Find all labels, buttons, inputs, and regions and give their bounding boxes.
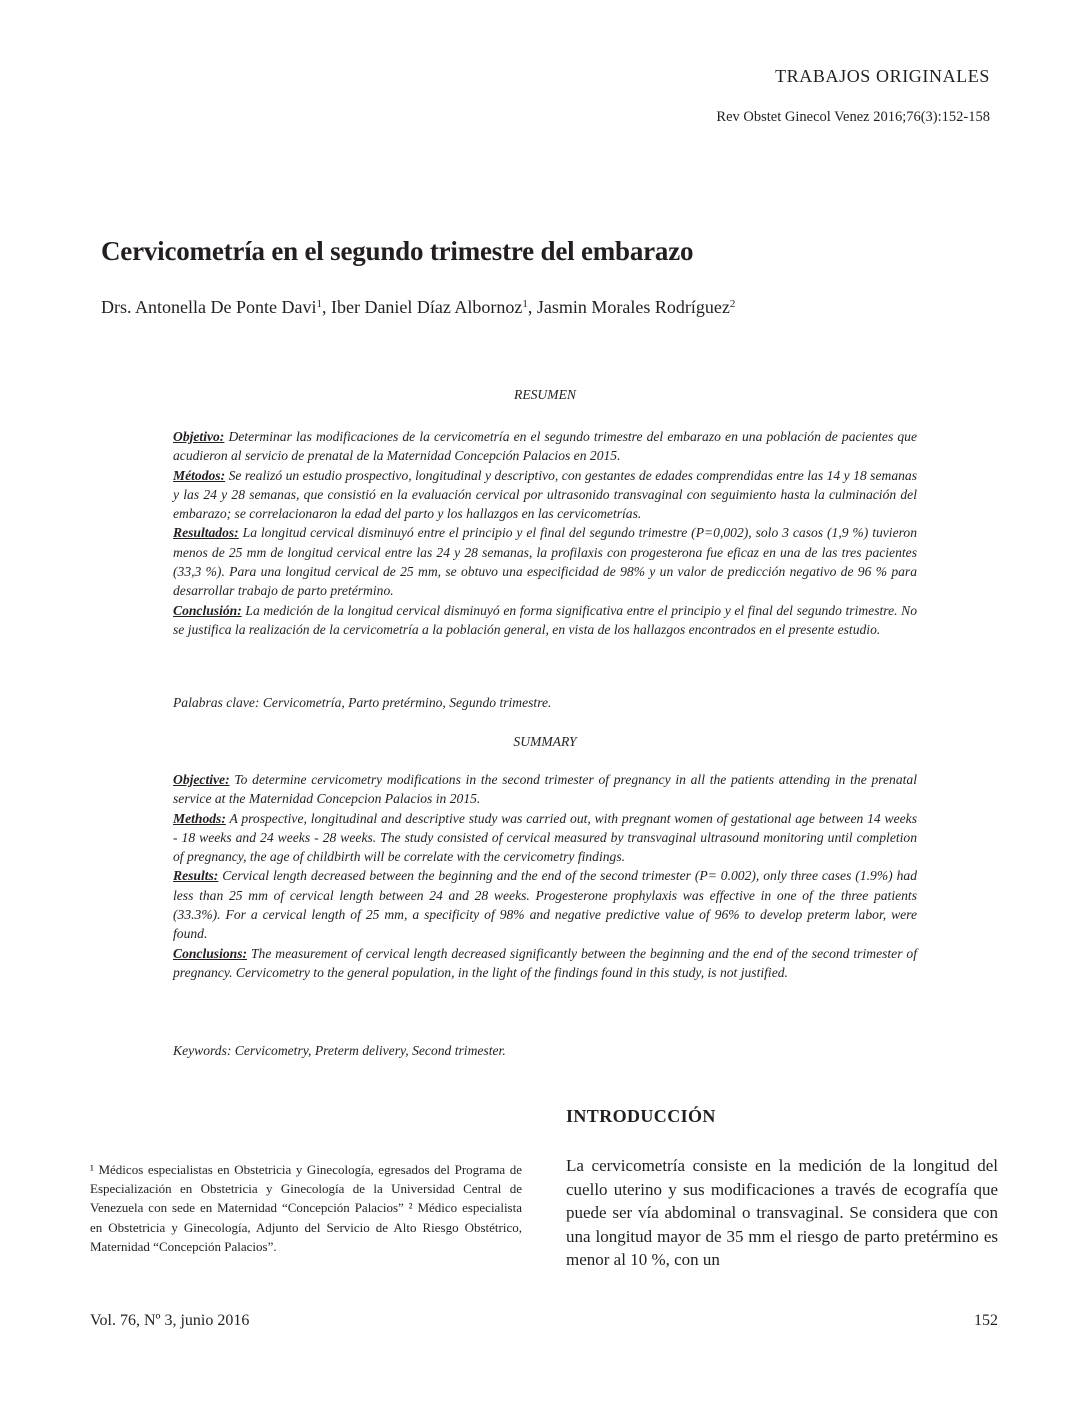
page-number: 152 [974, 1312, 998, 1329]
resumen-objetivo-text: Determinar las modificaciones de la cervicometría en el segundo trimestre del embarazo en una población de pacientes que acudieron al servicio de prenatal de la Maternidad Concepción Palacios en 2015. [173, 429, 917, 464]
summary-results [173, 866, 917, 943]
resumen-metodos-text: Se realizó un estudio prospectivo, longitudinal y descriptivo, con gestantes de edades comprendidas entre las 14 y 18 semanas y las 24 y 28 semanas, que consistió en la evaluación cervical por ultrasonido transvaginal con seguimiento hasta la culminación del embarazo; se correlacionaron la edad del parto y los hallazgos en las cervicometrías. [173, 467, 917, 522]
journal-citation: Rev Obstet Ginecol Venez 2016;76(3):152-158 [716, 109, 990, 125]
article-title: Cervicometría en el segundo trimestre del embarazo [101, 236, 694, 266]
summary-results-text: Cervical length decreased between the beginning and the end of the second trimester (P= 0.002), only three cases (1.9%) had less than 25 mm of cervical length between 24 and 28 weeks. Progesterone prophylaxis was effective in one of the three patients (33.3%). For a cervical length of 25 mm, a specificity of 98% and negative predictive value of 96% to develop preterm labor, were found. [173, 868, 917, 942]
introduction-heading: INTRODUCCIÓN [566, 1106, 716, 1126]
resumen-heading: RESUMEN [514, 387, 576, 402]
section-label: TRABAJOS ORIGINALES [775, 66, 990, 86]
resumen-metodos-label: Métodos: [173, 467, 226, 483]
resumen-objetivo [173, 427, 917, 466]
summary-objective [173, 770, 917, 809]
author-name: , Iber Daniel Díaz Albornoz [321, 297, 523, 317]
summary-abstract [173, 770, 917, 982]
author-name: Drs. Antonella De Ponte Davi [101, 297, 317, 317]
resumen-metodos [173, 466, 917, 524]
resumen-resultados [173, 523, 917, 600]
summary-objective-label: Objective: [173, 772, 230, 787]
issue-info: Vol. 76, Nº 3, junio 2016 [90, 1312, 250, 1329]
summary-objective-text: To determine cervicometry modifications in the second trimester of pregnancy in all the patients attending in the prenatal service at the Maternidad Concepcion Palacios in 2015. [173, 772, 917, 807]
author-name: , Jasmin Morales Rodríguez [527, 297, 730, 317]
author-list [101, 297, 735, 318]
resumen-objetivo-label: Objetivo: [173, 429, 225, 444]
introduction-paragraph: La cervicometría consiste en la medición de la longitud del cuello uterino y sus modificaciones a través de ecografía que puede ser vía abdominal o transvaginal. Se considera que con una longitud mayor de 35 mm el riesgo de parto pretérmino es menor al 10 %, con un [566, 1156, 998, 1269]
affiliation-mark: 2 [729, 298, 736, 310]
resumen-conclusion-label: Conclusión: [173, 602, 242, 618]
summary-heading: SUMMARY [513, 734, 577, 749]
resumen-resultados-label: Resultados: [173, 525, 239, 541]
summary-methods-text: A prospective, longitudinal and descriptive study was carried out, with pregnant women of gestational age between 14 weeks - 18 weeks and 24 weeks - 28 weeks. The study consisted of cervical measured by transvaginal ultrasound monitoring until completion of pregnancy, the age of childbirth will be correlate with the cervicometry findings. [173, 810, 917, 865]
resumen-conclusion-text: La medición de la longitud cervical disminuyó en forma significativa entre el principio y el final del segundo trimestre. No se justifica la realización de la cervicometría a la población general, en vista de los hallazgos encontrados en el presente estudio. [173, 602, 917, 637]
resumen-abstract [173, 427, 917, 639]
resumen-keywords: Palabras clave: Cervicometría, Parto pretérmino, Segundo trimestre. [173, 695, 552, 710]
summary-keywords: Keywords: Cervicometry, Preterm delivery, Second trimester. [173, 1043, 506, 1058]
summary-methods [173, 809, 917, 867]
summary-results-label: Results: [173, 868, 219, 884]
affiliation-mark: 1 [316, 298, 322, 310]
resumen-conclusion [173, 601, 917, 640]
summary-conclusions [173, 944, 917, 983]
resumen-resultados-text: La longitud cervical disminuyó entre el principio y el final del segundo trimestre (P=0,002), solo 3 casos (1,9 %) tuvieron menos de 25 mm de longitud cervical entre las 24 y 28 semanas, la profilaxis con progesterona fue eficaz en una de las tres pacientes (33,3 %). Para una longitud cervical de 25 mm, se obtuvo una especificidad de 98% y un valor de predicción negativo de 96 % para desarrollar trabajo de parto pretérmino. [173, 525, 917, 599]
summary-conclusions-label: Conclusions: [173, 945, 248, 961]
summary-conclusions-text: The measurement of cervical length decreased significantly between the beginning and the end of the second trimester of pregnancy. Cervicometry to the general population, in the light of the findings found in this study, is not justified. [173, 945, 917, 980]
introduction-body [566, 1154, 998, 1272]
footnote-text: ¹ Médicos especialistas en Obstetricia y Ginecología, egresados del Programa de Especialización en Obstetricia y Ginecología de la Universidad Central de Venezuela con sede en Maternidad “Concepción Palacios” ² Médico especialista en Obstetricia y Ginecología, Adjunto del Servicio de Alto Riesgo Obstétrico, Maternidad “Concepción Palacios”. [90, 1162, 522, 1254]
affiliation-mark: 1 [522, 298, 528, 310]
summary-methods-label: Methods: [173, 810, 226, 826]
affiliation-footnote [90, 1160, 522, 1256]
